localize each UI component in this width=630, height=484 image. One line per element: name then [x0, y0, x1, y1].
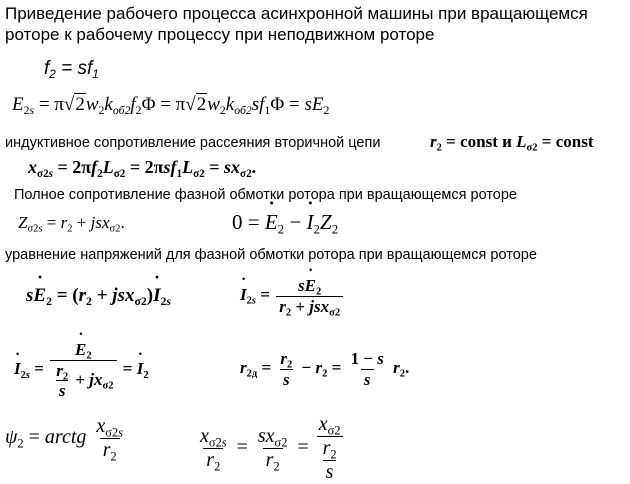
label-full-resistance: Полное сопротивление фазной обмотки ротора при вращающемся роторе [14, 187, 517, 203]
formula-zero-balance: 0 = ˙ $E_2$ − ˙ $I_2Z_2$ [232, 210, 338, 235]
formula-inductive-reactance: $x_{\sigma 2s} = 2\pi f_2L_{\sigma 2} = 2\pi sf_1L_{\sigma 2} = sx_{\sigma 2}$. [28, 157, 257, 180]
formula-phase-ratio: $\frac{x_{\sigma 2s}}{r_2}$ = $\frac{sx_{\sigma 2}}{r_2}$ = $\frac{x_{\sigma 2}}{\frac{r_2}{s}}$ [195, 413, 345, 484]
slide-title [5, 3, 588, 45]
title-line-1: Приведение рабочего процесса асинхронной машины при вращающемся [5, 4, 588, 23]
label-voltage-equation: уравнение напряжений для фазной обмотки ротора при вращающемся роторе [5, 247, 537, 263]
fraction-current-reduced: ˙ $E_2$ $\frac{r_2}{s}$ + $jx_{\sigma 2}$ [50, 340, 116, 401]
formula-voltage-equation: s˙ $E_2 = (r_2$ + jsx$_{\sigma 2}$)˙ $I_{2s}$ [26, 285, 171, 307]
formula-additional-resistance: $r_{2д}$ = $\frac{r_2}{s}$ − $r_2$ = $\frac{1 - s}{s}$ $r_2$. [240, 349, 410, 389]
and-word: и [502, 132, 512, 151]
fraction-current-2s: $\frac{s˙ E_2}{r_2 + jsx_{\sigma 2}}$ [276, 276, 343, 316]
formula-const: $r_2$ = const и $L_{\sigma 2}$ = const [430, 132, 594, 154]
label-inductive: индуктивное сопротивление рассеяния вторичной цепи [5, 135, 381, 151]
formula-current-reduced: ˙ $I_{2s}$ = ˙ $E_2$ $\frac{r_2}{s}$ + $jx_{\sigma 2}$ = ˙ $I_2$ [14, 340, 149, 401]
title-line-2: роторе к рабочему процессу при неподвижном роторе [5, 25, 435, 44]
formula-phase-angle: $\psi_2$ = arctg $\frac{x_{\sigma 2s}}{r_2}$ [5, 415, 123, 464]
formula-frequency: $f_2 = sf_1$ [44, 58, 99, 82]
const-word-1: const [460, 132, 498, 151]
const-word-2: const [555, 132, 594, 151]
formula-impedance: $Z_{\sigma 2s} = r_2 + jsx_{\sigma 2}$. [18, 213, 125, 235]
formula-emf: $E_{2s} = \pi√2w_2k_{об2}f_2\Phi = \pi√2w_2k_{об2}sf_1\Phi = sE_2$ [12, 94, 330, 118]
formula-current-2s: ˙ $I_{2s}$ = $\frac{s˙ E_2}{r_2 + jsx_{\sigma 2}}$ [240, 276, 345, 316]
arctg-word: arctg [44, 426, 87, 449]
